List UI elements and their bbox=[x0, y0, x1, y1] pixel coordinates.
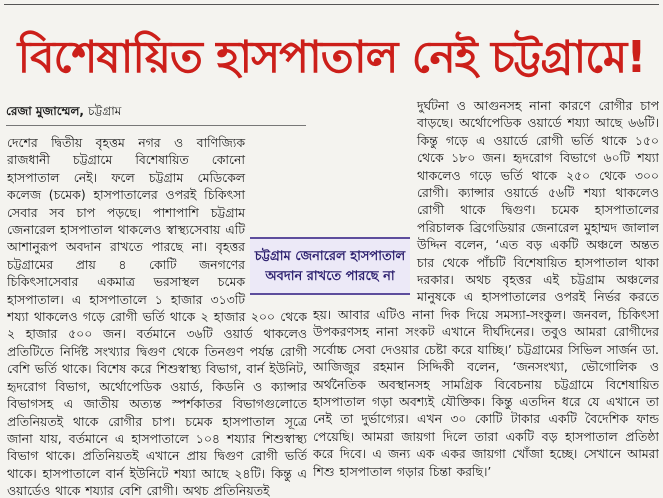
pull-quote-line-1: চট্টগ্রাম জেনারেল হাসপাতাল bbox=[254, 249, 406, 264]
article-column-left bbox=[7, 134, 307, 498]
byline-author: রেজা মুজাম্মেল, bbox=[6, 104, 84, 118]
byline-place: চট্টগ্রাম bbox=[88, 104, 122, 118]
article-column-right bbox=[313, 97, 659, 498]
top-rule bbox=[4, 4, 659, 5]
byline bbox=[6, 100, 306, 122]
left-column-text: দেশের দ্বিতীয় বৃহত্তম নগর ও বাণিজ্যিক রাজধানী চট্টগ্রামে বিশেষায়িত কোনো হাসপাতাল নেই। ফলে চট্টগ্রাম মেডিকেল কলেজ (চমেক) হাসপাতালের ওপরই চিকিৎসা সেবার সব চাপ পড়ছে। পাশাপাশি চট্টগ্রাম জেনারেল হাসপাতাল থাকলেও স্বাস্থ্যসেবায় এটি আশানুরূপ অবদান রাখতে পারছে না। বৃহত্তর চট্টগ্রামের প্রায় ৪ কোটি জনগণের চিকিৎসাসেবার একমাত্র ভরসাস্থল চমেক হাসপাতাল। এ হাসপাতালে ১ হাজার ৩১৩টি শয্যা থাকলেও গড়ে রোগী ভর্তি থাকে ২ হাজার ২০০ থেকে ২ হাজার ৫০০ জন। বর্তমানে ৩৬টি ওয়ার্ড থাকলেও প্রতিটিতে নির্দিষ্ট সংখ্যার দ্বিগুণ থেকে তিনগুণ পর্যন্ত রোগী বেশি ভর্তি থাকে। বিশেষ করে শিশুস্বাস্থ্য বিভাগ, বার্ন ইউনিট, হৃদরোগ বিভাগ, অর্থোপেডিক ওয়ার্ড, কিডনি ও ক্যান্সার বিভাগসহ এ জাতীয় অত্যন্ত স্পর্শকাতর বিভাগগুলোতে প্রতিনিয়তই থাকে রোগীর চাপ। চমেক হাসপাতাল সূত্রে জানা যায়, বর্তমানে এ হাসপাতালে ১০৪ শয্যার শিশুস্বাস্থ্য বিভাগ থাকে। প্রতিনিয়তই এখানে প্রায় দ্বিগুণ রোগী ভর্তি থাকে। হাসপাতালে বার্ন ইউনিটে শয্যা আছে ২৪টি। কিন্তু এ ওয়ার্ডেও থাকে শয্যার বেশি রোগী। অথচ প্রতিনিয়তই bbox=[7, 135, 307, 498]
headline: বিশেষায়িত হাসপাতাল নেই চট্টগ্রামে! bbox=[17, 32, 646, 83]
pull-quote-line-2: অবদান রাখতে পারছে না bbox=[265, 269, 395, 284]
right-column-text: দুর্ঘটনা ও আগুনসহ নানা কারণে রোগীর চাপ বাড়ছে। অর্থোপেডিক ওয়ার্ডে শয্যা আছে ৬৬টি। কিন্তু গড়ে এ ওয়ার্ডে রোগী ভর্তি থাকে ১৫০ থেকে ১৮০ জন। হৃদরোগ বিভাগে ৬০টি শয্যা থাকলেও গড়ে ভর্তি থাকে ২৫০ থেকে ৩০০ রোগী। ক্যান্সার ওয়ার্ডে ৫৬টি শয্যা থাকলেও রোগী থাকে দ্বিগুণ। চমেক হাসপাতালের পরিচালক ব্রিগেডিয়ার জেনারেল মুহাম্মদ জালাল উদ্দিন বলেন, ‘এত বড় একটি অঞ্চলে অন্তত চার থেকে পাঁচটি বিশেষায়িত হাসপাতাল থাকা দরকার। অথচ বৃহত্তর এই চট্টগ্রাম অঞ্চলের মানুষকে এ হাসপাতালের ওপরই নির্ভর করতে হয়। আবার এটিও নানা দিক দিয়ে সমস্যা-সংকুল। জনবল, চিকিৎসা উপকরণসহ নানা সংকট এখানে দীর্ঘদিনের। তবুও আমরা রোগীদের সর্বোচ্চ সেবা দেওয়ার চেষ্টা করে যাচ্ছি।’ চট্টগ্রামের সিভিল সার্জন ডা. আজিজুর রহমান সিদ্দিকী বলেন, ‘জনসংখ্যা, ভৌগোলিক ও অর্থনৈতিক অবস্থানসহ সামগ্রিক বিবেচনায় চট্টগ্রামে বিশেষায়িত হাসপাতাল গড়া অবশ্যই যৌক্তিক। কিন্তু এতদিন ধরে যে এখানে তা নেই তা দুর্ভাগ্যের। এখন ৩০ কোটি টাকার একটি বৈদেশিক ফান্ড পেয়েছি। আমরা জায়গা দিলে তারা একটি বড় হাসপাতাল প্রতিষ্ঠা করে দিবে। এ জন্য এক একর জায়গা খোঁজা হচ্ছে। সেখানে আমরা শিশু হাসপাতাল গড়ার চিন্তা করছি।’ bbox=[313, 98, 659, 479]
byline-rule bbox=[6, 125, 306, 126]
pull-quote bbox=[250, 237, 410, 295]
